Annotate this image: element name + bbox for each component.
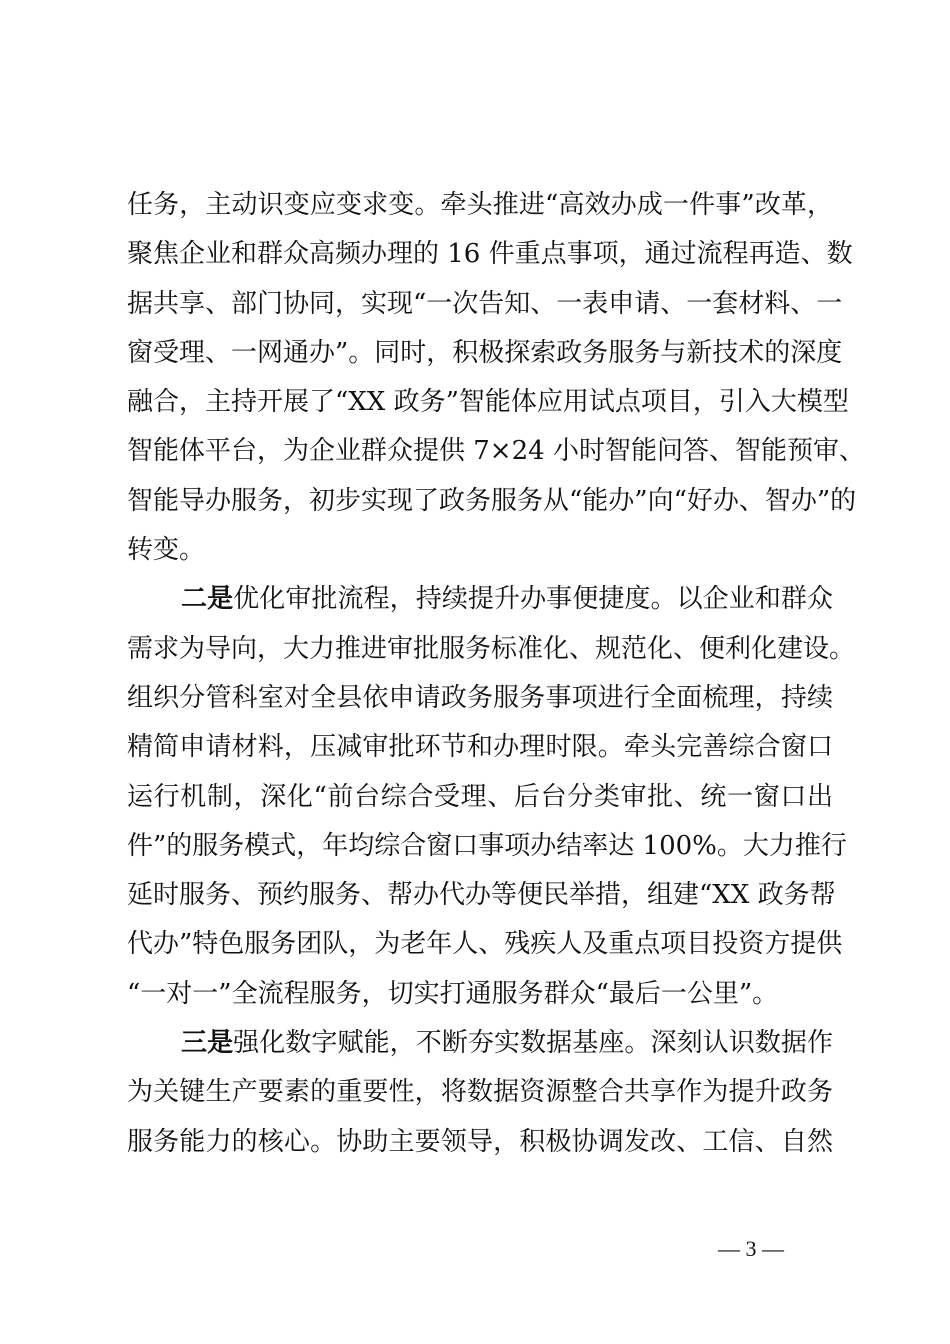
- paragraph-2: [127, 575, 856, 1019]
- paragraph-3: [127, 1019, 833, 1167]
- paragraph-lead-bold: 三是: [181, 1028, 234, 1059]
- text-line: 代办”特色服务团队，为老年人、残疾人及重点项目投资方提供: [127, 929, 843, 960]
- paragraph-1: [127, 181, 865, 575]
- text-run: 优化审批流程，持续提升办事便捷度。以企业和群众: [233, 584, 833, 615]
- text-line: “一对一”全流程服务，切实打通服务群众“最后一公里”。: [127, 978, 779, 1009]
- text-line: 服务能力的核心。协助主要领导，积极协调发改、工信、自然: [127, 1126, 833, 1157]
- text-line: 窗受理、一网通办”。同时，积极探索政务服务与新技术的深度: [127, 337, 843, 368]
- text-line: 据共享、部门协同，实现“一次告知、一表申请、一套材料、一: [127, 288, 843, 319]
- document-body: [127, 181, 865, 1167]
- text-line: 延时服务、预约服务、帮办代办等便民举措，组建“XX 政务帮: [127, 880, 836, 911]
- page-number: — 3 —: [718, 1236, 784, 1261]
- text-line: 智能导办服务，初步实现了政务服务从“能办”向“好办、智办”的: [127, 485, 857, 516]
- text-line: [127, 575, 833, 624]
- text-line: 精简申请材料，压减审批环节和办理时限。牵头完善综合窗口: [127, 732, 833, 763]
- text-run: 强化数字赋能，不断夯实数据基座。深刻认识数据作: [233, 1028, 833, 1059]
- text-line: 件”的服务模式，年均综合窗口事项办结率达 100%。大力推行: [127, 830, 847, 861]
- text-line: [127, 1019, 833, 1068]
- text-line: 转变。: [127, 535, 206, 566]
- paragraph-lead-bold: 二是: [181, 584, 234, 615]
- text-line: 聚焦企业和群众高频办理的 16 件重点事项，通过流程再造、数: [127, 239, 853, 270]
- text-line: 运行机制，深化“前台综合受理、后台分类审批、统一窗口出: [127, 781, 833, 812]
- text-line: 智能体平台，为企业群众提供 7×24 小时智能问答、智能预审、: [127, 436, 865, 467]
- text-line: 需求为导向，大力推进审批服务标准化、规范化、便利化建设。: [127, 633, 856, 664]
- text-line: 组织分管科室对全县依申请政务服务事项进行全面梳理，持续: [127, 682, 833, 713]
- text-line: 融合，主持开展了“XX 政务”智能体应用试点项目，引入大模型: [127, 387, 849, 418]
- text-line: 任务，主动识变应变求变。牵头推进“高效办成一件事”改革，: [127, 190, 833, 220]
- text-line: 为关键生产要素的重要性，将数据资源整合共享作为提升政务: [127, 1077, 833, 1108]
